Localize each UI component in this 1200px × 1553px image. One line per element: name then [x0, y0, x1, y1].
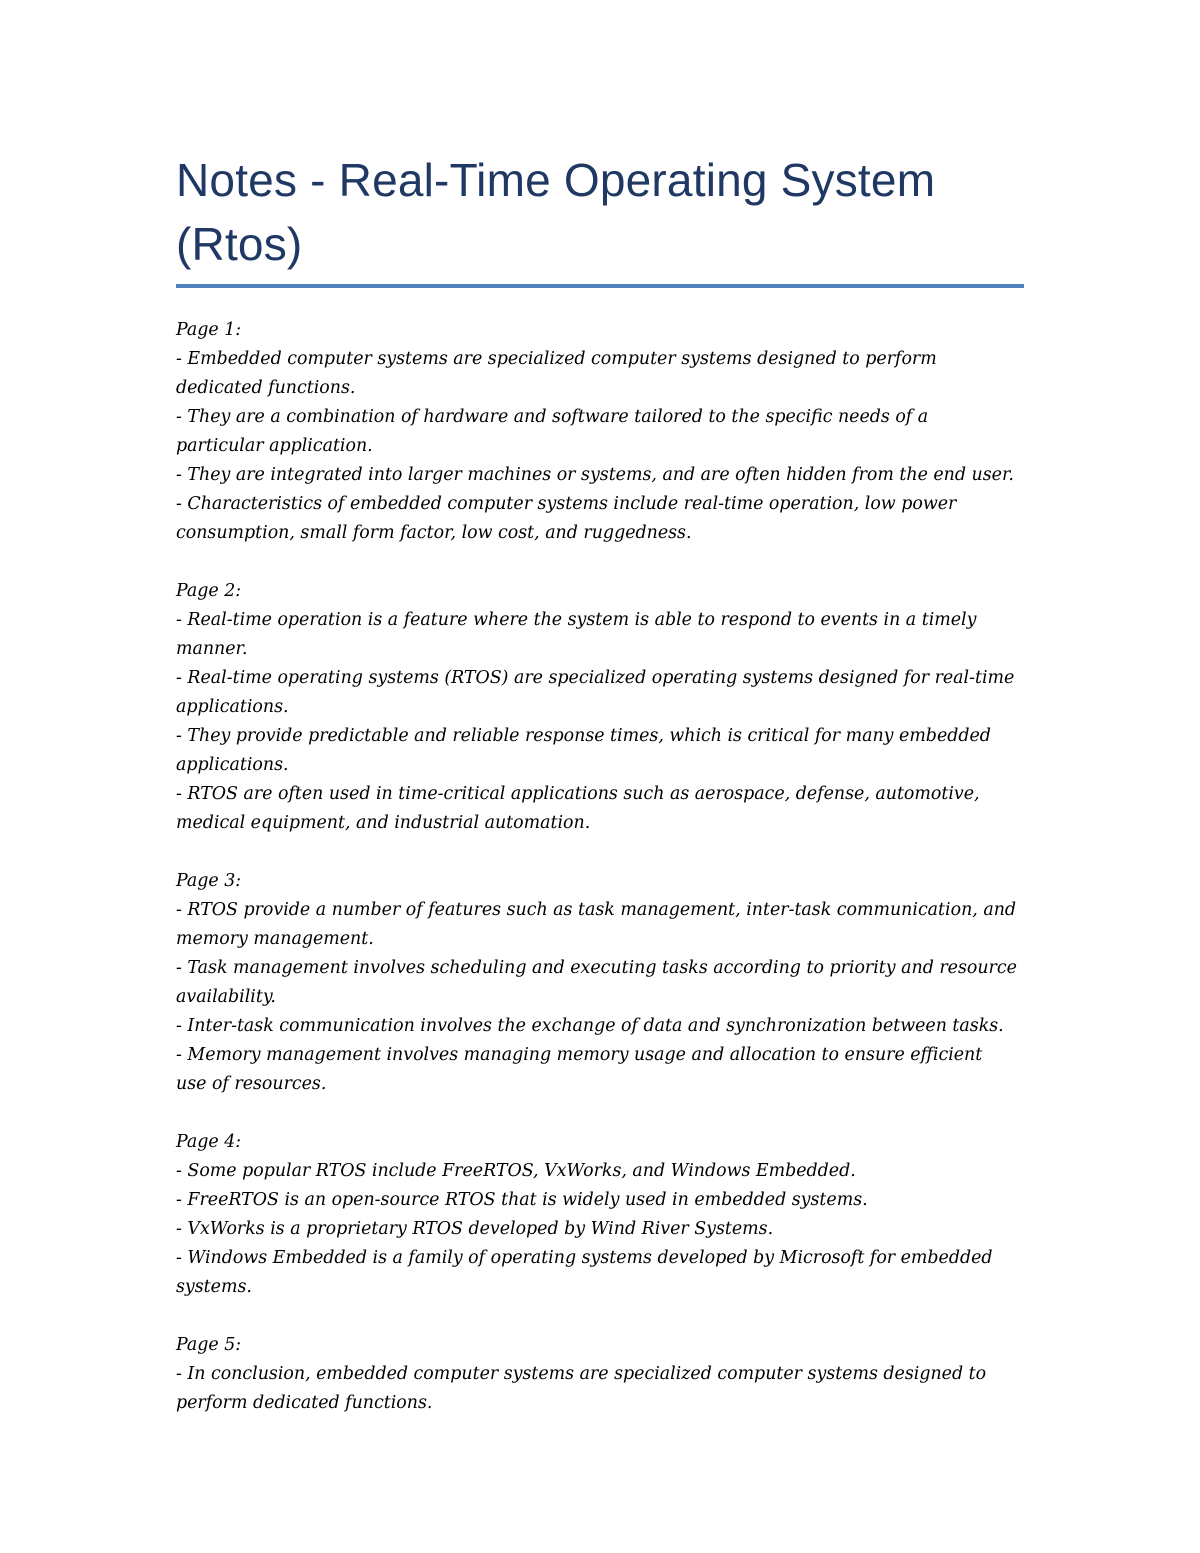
section-line: - Windows Embedded is a family of operating systems developed by Microsoft for embedded: [176, 1248, 993, 1268]
section-page-2: [176, 577, 1024, 838]
section-line: particular application.: [176, 436, 373, 456]
section-heading: Page 2:: [176, 581, 242, 601]
section-line: - VxWorks is a proprietary RTOS developed by Wind River Systems.: [176, 1219, 774, 1239]
section-line: - RTOS are often used in time-critical applications such as aerospace, defense, automotive,: [176, 784, 980, 804]
section-heading: Page 1:: [176, 320, 242, 340]
section-page-4: [176, 1128, 1024, 1302]
section-line: availability.: [176, 987, 276, 1007]
section-heading: Page 3:: [176, 871, 242, 891]
title-line-2: (Rtos): [176, 218, 303, 270]
section-line: - Real-time operation is a feature where the system is able to respond to events in a timely: [176, 610, 977, 630]
section-line: - Real-time operating systems (RTOS) are specialized operating systems designed for real-time: [176, 668, 1015, 688]
section-line: - In conclusion, embedded computer systems are specialized computer systems designed to: [176, 1364, 987, 1384]
section-line: systems.: [176, 1277, 252, 1297]
section-line: - Inter-task communication involves the exchange of data and synchronization between tasks.: [176, 1016, 1004, 1036]
section-line: - RTOS provide a number of features such as task management, inter-task communication, and: [176, 900, 1017, 920]
document-page: [176, 148, 1024, 1447]
section-line: - Embedded computer systems are specialized computer systems designed to perform: [176, 349, 937, 369]
section-line: - They provide predictable and reliable response times, which is critical for many embedded: [176, 726, 991, 746]
document-body: [176, 316, 1024, 1418]
section-page-5: [176, 1331, 1024, 1418]
section-heading: Page 5:: [176, 1335, 242, 1355]
section-line: - Some popular RTOS include FreeRTOS, VxWorks, and Windows Embedded.: [176, 1161, 856, 1181]
section-line: use of resources.: [176, 1074, 327, 1094]
section-line: - They are a combination of hardware and software tailored to the specific needs of a: [176, 407, 929, 427]
section-line: applications.: [176, 697, 289, 717]
document-title: [176, 148, 1024, 276]
section-line: manner.: [176, 639, 248, 659]
section-line: - Characteristics of embedded computer systems include real-time operation, low power: [176, 494, 957, 514]
section-page-3: [176, 867, 1024, 1099]
section-line: applications.: [176, 755, 289, 775]
section-line: perform dedicated functions.: [176, 1393, 433, 1413]
section-line: medical equipment, and industrial automation.: [176, 813, 591, 833]
section-line: - Memory management involves managing memory usage and allocation to ensure efficient: [176, 1045, 983, 1065]
title-line-1: Notes - Real-Time Operating System: [176, 154, 936, 206]
section-heading: Page 4:: [176, 1132, 242, 1152]
section-line: consumption, small form factor, low cost, and ruggedness.: [176, 523, 692, 543]
title-underline-rule: [176, 284, 1024, 288]
section-line: - FreeRTOS is an open-source RTOS that is widely used in embedded systems.: [176, 1190, 868, 1210]
section-line: - Task management involves scheduling and executing tasks according to priority and resource: [176, 958, 1017, 978]
section-line: - They are integrated into larger machines or systems, and are often hidden from the end user.: [176, 465, 1014, 485]
section-line: dedicated functions.: [176, 378, 356, 398]
section-page-1: [176, 316, 1024, 548]
section-line: memory management.: [176, 929, 374, 949]
